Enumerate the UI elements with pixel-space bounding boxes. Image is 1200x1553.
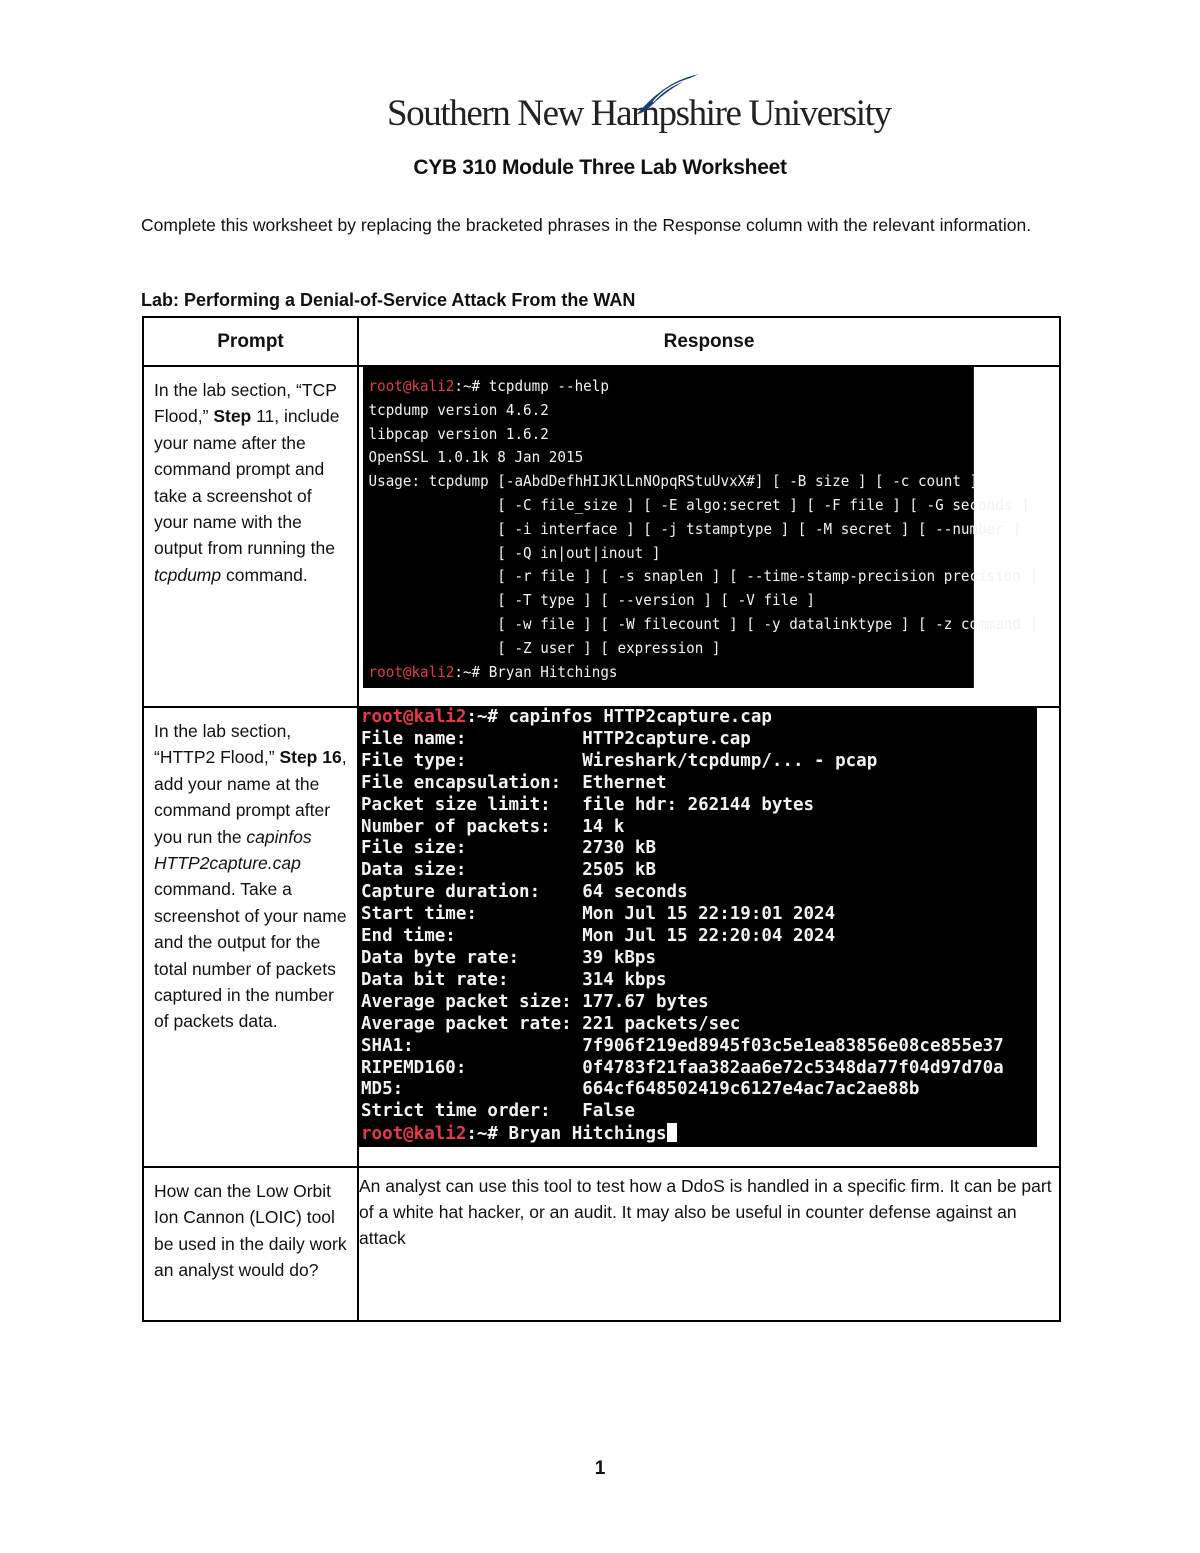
prompt-text-segment: How can the Low Orbit Ion Cannon (LOIC) tool be used in the daily work an analyst would do? [154, 1181, 347, 1281]
terminal-line [368, 470, 979, 494]
prompt-cell [143, 1167, 358, 1321]
page-title: CYB 310 Module Three Lab Worksheet [413, 156, 787, 179]
terminal-line [368, 518, 1022, 542]
capinfos-terminal-screenshot [359, 706, 1037, 1147]
terminal-line [361, 904, 1037, 926]
terminal-line-text: [ -w file ] [ -W filecount ] [ -y datalinktype ] [ -z command ] [368, 614, 1039, 633]
terminal-prompt-user: root@kali2 [361, 1124, 467, 1145]
terminal-line-text: File size: 2730 kB [361, 838, 657, 859]
table-row [143, 1167, 1060, 1321]
terminal-line-text: Packet size limit: file hdr: 262144 bytes [361, 794, 815, 815]
prompt-text-segment: tcpdump [154, 564, 222, 585]
terminal-line-text: File name: HTTP2capture.cap [361, 728, 751, 749]
terminal-line-text: libpcap version 1.6.2 [368, 424, 549, 443]
terminal-line [369, 446, 974, 470]
terminal-line [369, 399, 974, 423]
prompt-text [144, 367, 357, 598]
terminal-line [361, 1101, 1037, 1123]
prompt-cell [143, 707, 358, 1167]
table-row [143, 366, 1060, 707]
terminal-line-text: [ -i interface ] [ -j tstamptype ] [ -M secret ] [ --number ] [368, 519, 1022, 538]
terminal-line [369, 423, 974, 447]
terminal-line [361, 948, 1037, 970]
terminal-line-text: Start time: Mon Jul 15 22:19:01 2024 [361, 904, 836, 925]
terminal-line [361, 817, 1037, 839]
terminal-line [361, 970, 1037, 992]
terminal-line [361, 707, 1037, 729]
terminal-line-text: [ -C file_size ] [ -E algo:secret ] [ -F file ] [ -G seconds ] [368, 495, 1030, 514]
prompt-text [144, 1168, 357, 1294]
terminal-line-text: Data bit rate: 314 kbps [361, 969, 667, 990]
prompt-text-segment: , add your name at the command prompt after you run the [154, 747, 347, 847]
prompt-text-segment: Step 16 [279, 747, 342, 768]
tcpdump-terminal-screenshot [363, 367, 1039, 688]
quill-swoosh-icon [623, 72, 703, 116]
terminal-line [361, 1058, 1037, 1080]
table-row [143, 707, 1060, 1167]
terminal-line [361, 773, 1037, 795]
prompt-text-segment: 11, include your name after the command prompt and take a screenshot of your name with the output from running the [154, 406, 340, 559]
prompt-text-segment: command. Take a screenshot of your name and the output for the total number of packets captured in the number of packets data. [154, 879, 347, 1032]
intro-paragraph: Complete this worksheet by replacing the bracketed phrases in the Response column with the relevant information. [141, 215, 1032, 235]
terminal-line-text: SHA1: 7f906f219ed8945f03c5e1ea83856e08ce855e37 [361, 1035, 1004, 1056]
column-header-prompt: Prompt [143, 317, 358, 366]
logo-wordmark: Southern New Hampshire University [387, 93, 891, 134]
terminal-line-text: tcpdump version 4.6.2 [368, 400, 549, 419]
terminal-line [368, 494, 1030, 518]
terminal-line [361, 992, 1037, 1014]
worksheet-table [142, 316, 1061, 1322]
terminal-line-text: Capture duration: 64 seconds [361, 882, 688, 903]
terminal-line-text: Average packet size: 177.67 bytes [361, 991, 709, 1012]
terminal-line [361, 1079, 1037, 1101]
terminal-line-text: OpenSSL 1.0.1k 8 Jan 2015 [368, 448, 584, 467]
prompt-cell [143, 366, 358, 707]
prompt-text [144, 708, 357, 1045]
terminal-prompt-user: root@kali2 [361, 707, 467, 727]
terminal-line [361, 795, 1037, 817]
terminal-line-text: :~# capinfos HTTP2capture.cap [466, 707, 772, 727]
terminal-line-text: Usage: tcpdump [-aAbdDefhHIJKlLnNOpqRStuUvxX#] [ -B size ] [ -c count ] [368, 472, 979, 491]
terminal-line-text: :~# tcpdump --help [454, 377, 609, 395]
terminal-line [361, 1014, 1037, 1036]
lab-heading: Lab: Performing a Denial-of-Service Attack From the WAN [141, 290, 636, 310]
terminal-line-text: [ -Z user ] [ expression ] [368, 638, 721, 657]
terminal-line [369, 589, 974, 613]
page-number: 1 [594, 1458, 606, 1479]
terminal-prompt-user: root@kali2 [368, 662, 455, 681]
terminal-line [361, 926, 1037, 948]
terminal-line [361, 729, 1037, 751]
terminal-line [368, 565, 1039, 589]
terminal-line-text: [ -r file ] [ -s snaplen ] [ --time-stamp-precision precision ] [368, 567, 1039, 586]
terminal-prompt-user: root@kali2 [368, 377, 455, 395]
terminal-line-text: File type: Wireshark/tcpdump/... - pcap [361, 750, 878, 771]
university-logo [387, 72, 891, 136]
terminal-line [361, 838, 1037, 860]
terminal-line [361, 860, 1037, 882]
terminal-line [369, 661, 974, 685]
column-header-response: Response [358, 317, 1060, 366]
terminal-line-text: [ -Q in|out|inout ] [368, 543, 661, 562]
prompt-text-segment: command. [221, 564, 308, 585]
prompt-text-segment: In the lab section, “HTTP2 Flood,” [154, 721, 292, 768]
terminal-line [369, 542, 974, 566]
terminal-line [361, 1123, 1037, 1146]
terminal-line [368, 613, 1039, 637]
terminal-line-text: RIPEMD160: 0f4783f21faa382aa6e72c5348da77f04d97d70a [361, 1057, 1004, 1078]
prompt-text-segment: capinfos HTTP2capture.cap [154, 826, 312, 874]
terminal-line [361, 1036, 1037, 1058]
terminal-line-text: Data byte rate: 39 kBps [361, 947, 657, 968]
terminal-line-text: :~# Bryan Hitchings [454, 662, 618, 681]
terminal-line-text: [ -T type ] [ --version ] [ -V file ] [368, 591, 815, 610]
prompt-text-segment: In the lab section, “TCP Flood,” [154, 380, 337, 427]
terminal-cursor [667, 1123, 677, 1142]
terminal-line-text: Average packet rate: 221 packets/sec [361, 1013, 741, 1034]
terminal-line [361, 882, 1037, 904]
terminal-line [369, 637, 974, 661]
terminal-line [369, 375, 974, 399]
response-cell [358, 1167, 1060, 1321]
response-cell [358, 707, 1060, 1167]
terminal-line-text: Data size: 2505 kB [361, 860, 657, 881]
terminal-line-text: File encapsulation: Ethernet [361, 772, 667, 793]
terminal-line [361, 751, 1037, 773]
terminal-line-text: :~# Bryan Hitchings [466, 1124, 667, 1145]
terminal-line-text: Number of packets: 14 k [361, 816, 625, 837]
table-header-row [143, 317, 1060, 366]
terminal-line-text: End time: Mon Jul 15 22:20:04 2024 [361, 926, 836, 947]
response-cell [358, 366, 1060, 707]
prompt-text-segment: Step [213, 406, 252, 427]
terminal-line-text: Strict time order: False [361, 1101, 635, 1122]
terminal-line-text: MD5: 664cf648502419c6127e4ac7ac2ae88b [361, 1079, 920, 1100]
response-text: An analyst can use this tool to test how a DdoS is handled in a specific firm. It can be part of a white hat hacker, or an audit. It may also be useful in counter defense against an attack [359, 1176, 1052, 1248]
